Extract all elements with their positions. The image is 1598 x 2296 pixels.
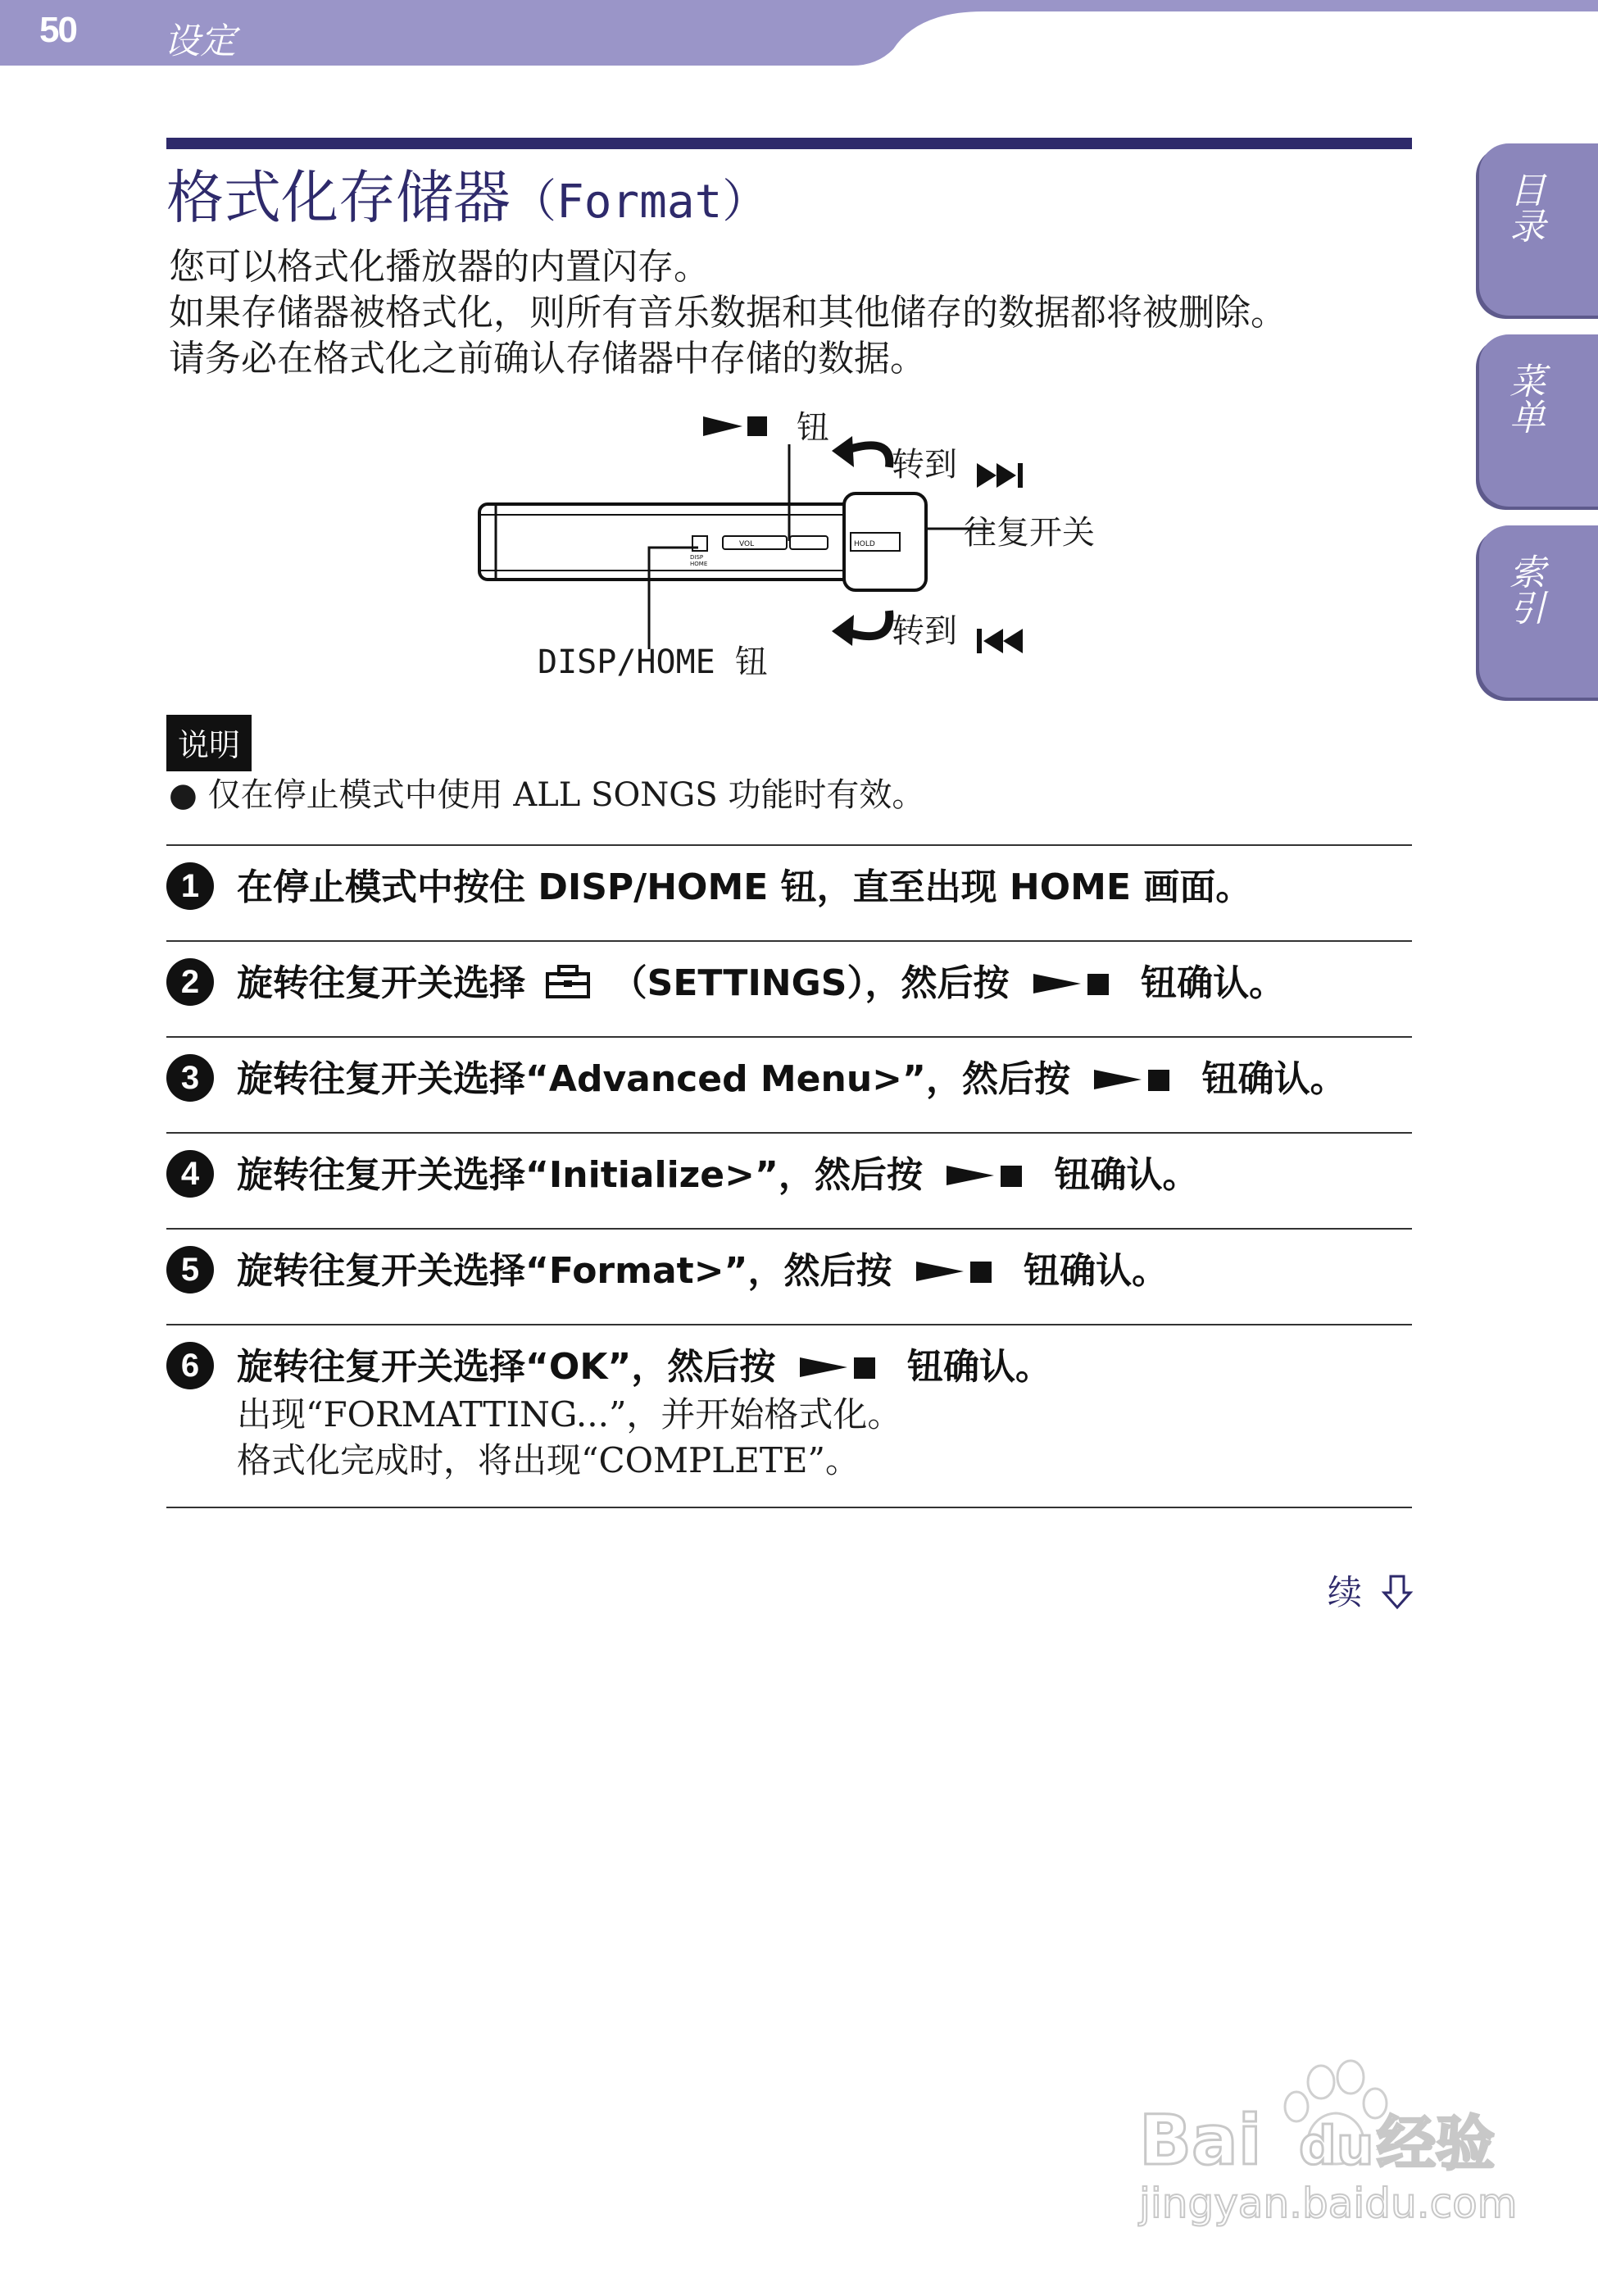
step-text-post: 钮确认。 [907, 1346, 1051, 1388]
play-button-label: 钮 [797, 409, 829, 447]
divider [166, 1324, 1412, 1325]
step-6-sub-1: 出现“FORMATTING...”，并开始格式化。 [237, 1394, 902, 1434]
step-number: 3 [166, 1054, 214, 1102]
arrow-down-icon [1381, 1573, 1414, 1611]
note-text: ● 仅在停止模式中使用 ALL SONGS 功能时有效。 [169, 776, 925, 814]
watermark-du: du [1299, 2116, 1374, 2177]
home-text: HOME [690, 561, 708, 567]
tab-menu-label: 菜单 [1503, 362, 1545, 434]
note-badge: 说明 [166, 715, 252, 771]
divider [166, 1036, 1412, 1038]
step-text-post: 钮确认。 [1024, 1250, 1169, 1292]
divider [166, 1228, 1412, 1230]
tab-index-label: 索引 [1503, 553, 1545, 625]
watermark-bai: Bai [1139, 2100, 1262, 2180]
device-figure [459, 385, 1115, 689]
title-english: （Format） [511, 175, 769, 229]
intro-line: 请务必在格式化之前确认存储器中存储的数据。 [169, 338, 926, 380]
disp-text: DISP [690, 554, 704, 561]
step-number: 6 [166, 1342, 214, 1389]
title-rule [166, 138, 1412, 149]
step-text [237, 1145, 1199, 1198]
step-text-post: 钮确认。 [1054, 1154, 1199, 1196]
step-text [237, 1049, 1346, 1102]
vol-text: VOL [739, 540, 755, 548]
note-body: 仅在停止模式中使用 ALL SONGS 功能时有效。 [207, 776, 925, 814]
step-text-pre: 旋转往复开关选择“Format>”，然后按 [237, 1250, 892, 1292]
continue-link[interactable] [1328, 1566, 1414, 1615]
disp-home-label: DISP/HOME 钮 [538, 643, 768, 681]
play-stop-icon [1030, 967, 1120, 1000]
step-text-mid: （SETTINGS），然后按 [611, 962, 1010, 1004]
toolbox-icon [544, 964, 592, 1000]
tab-contents[interactable] [1479, 143, 1598, 316]
step-number: 1 [166, 862, 214, 910]
tab-contents-label: 目录 [1503, 171, 1545, 243]
section-title: 设定 [164, 20, 236, 62]
step-text-pre: 旋转往复开关选择“OK”，然后按 [237, 1346, 776, 1388]
step-text: 在停止模式中按住 DISP/HOME 钮，直至出现 HOME 画面。 [237, 866, 1252, 908]
divider [166, 1132, 1412, 1134]
title-main: 格式化存储器 [166, 164, 511, 231]
step-text-post: 钮确认。 [1201, 1058, 1346, 1100]
step-6 [166, 1337, 1412, 1501]
play-stop-icon [943, 1159, 1033, 1192]
step-text-pre: 旋转往复开关选择“Initialize>”，然后按 [237, 1154, 923, 1196]
baidu-watermark [1131, 2049, 1524, 2238]
step-text [237, 1241, 1168, 1293]
next-label: 转到 [892, 446, 957, 484]
step-text-post: 钮确认。 [1141, 962, 1286, 1004]
shuttle-label: 往复开关 [964, 514, 1095, 552]
play-stop-icon [797, 1351, 887, 1384]
play-stop-icon [1091, 1063, 1181, 1096]
page-number: 50 [39, 10, 76, 50]
watermark-jingyan: 经验 [1377, 2109, 1496, 2178]
intro-line: 如果存储器被格式化，则所有音乐数据和其他储存的数据都将被删除。 [169, 292, 1287, 334]
divider [166, 844, 1412, 846]
intro-line: 您可以格式化播放器的内置闪存。 [169, 246, 710, 288]
step-number: 2 [166, 958, 214, 1006]
step-text [237, 953, 1285, 1006]
tab-index[interactable] [1479, 525, 1598, 698]
play-stop-icon [913, 1255, 1003, 1288]
page-title [166, 152, 768, 234]
step-number: 5 [166, 1246, 214, 1293]
step-text [237, 1337, 1051, 1389]
step-text-pre: 旋转往复开关选择“Advanced Menu>”，然后按 [237, 1058, 1070, 1100]
play-triangle-icon [703, 416, 742, 436]
divider [166, 940, 1412, 942]
intro-text [169, 244, 1287, 382]
hold-text: HOLD [854, 540, 875, 548]
header-band [0, 0, 1598, 66]
divider [166, 1507, 1412, 1508]
step-6-sub-2: 格式化完成时，将出现“COMPLETE”。 [237, 1440, 860, 1480]
continue-label: 续 [1328, 1572, 1363, 1612]
step-text-pre: 旋转往复开关选择 [237, 962, 525, 1004]
stop-square-icon [747, 416, 767, 436]
tab-menu[interactable] [1479, 334, 1598, 507]
watermark-url: jingyan.baidu.com [1139, 2180, 1518, 2227]
step-number: 4 [166, 1150, 214, 1198]
prev-label: 转到 [892, 612, 957, 650]
